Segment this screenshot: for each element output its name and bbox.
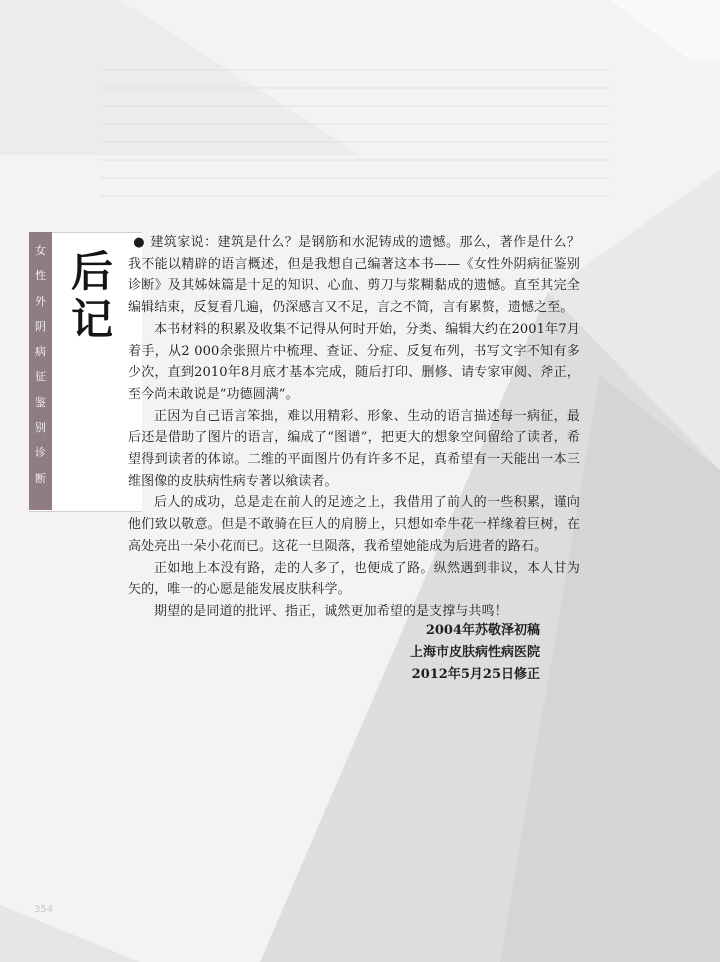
sidebar-book-title: [29, 238, 52, 491]
sidebar-char: 鉴: [35, 395, 46, 409]
paragraph-lead: [128, 232, 580, 319]
paragraph-text: 建筑家说：建筑是什么？是钢筋和水泥铸成的遗憾。那么，著作是什么？我不能以精辟的语言概述，但是我想自己编著这本书——《女性外阴病征鉴别诊断》及其姊妹篇是十足的知识、心血、剪刀与浆糊黏成的遗憾。直至其完全编辑结束，反复看几遍，仍深感言又不足，言之不简，言有累赘，遗憾之至。: [128, 235, 580, 316]
signature-draft-line: 2004年苏敬泽初稿: [425, 623, 540, 638]
bullet-icon: ●: [133, 235, 145, 250]
sidebar-char: 女: [35, 244, 46, 257]
afterword-body: [128, 232, 580, 623]
signature-revision-line: 2012年5月25日修正: [411, 667, 540, 682]
sidebar-char: 病: [35, 345, 46, 359]
sidebar-char: 别: [35, 421, 46, 435]
paragraph: 期望的是同道的批评、指正，诚然更加希望的是支撑与共鸣！: [154, 603, 508, 619]
paragraph: 本书材料的积累及收集不记得从何时开始，分类、编辑大约在2001年7月着手，从2 000余张照片中梳理、查证、分症、反复布列，书写文字不知有多少次，直到2010年8月底才基本完成，随后打印、删修、请专家审阅、斧正，至今尚未敢说是“功德圆满”。: [128, 321, 580, 402]
signature-block: [372, 620, 540, 686]
sidebar-char: 征: [35, 370, 46, 384]
sidebar-char: 性: [35, 269, 46, 283]
paragraph: 后人的成功，总是走在前人的足迹之上，我借用了前人的一些积累，谨向他们致以敬意。但是不敢骑在巨人的肩膀上，只想如牵牛花一样缘着巨树，在高处亮出一朵小花而已。这花一旦陨落，我希望她能成为后进者的路石。: [128, 495, 580, 554]
page-number: 354: [34, 904, 54, 915]
paragraph: 正如地上本没有路，走的人多了，也便成了路。纵然遇到非议，本人甘为矢的，唯一的心愿是能发展皮肤科学。: [128, 560, 580, 598]
signature-institution: 上海市皮肤病性病医院: [409, 645, 540, 660]
paragraph: 正因为自己语言笨拙，难以用精彩、形象、生动的语言描述每一病征，最后还是借助了图片的语言，编成了“图谱”，把更大的想象空间留给了读者，希望得到读者的体谅。二维的平面图片仍有许多不足，真希望有一天能出一本三维图像的皮肤病性病专著以飨读者。: [128, 408, 580, 489]
sidebar-char: 断: [35, 471, 46, 485]
sidebar-char: 阴: [35, 319, 46, 333]
section-title-char: 后: [71, 247, 114, 296]
section-title-char: 记: [71, 295, 114, 344]
sidebar-char: 外: [35, 294, 46, 308]
sidebar-char: 诊: [35, 446, 46, 460]
section-title: [72, 248, 112, 344]
